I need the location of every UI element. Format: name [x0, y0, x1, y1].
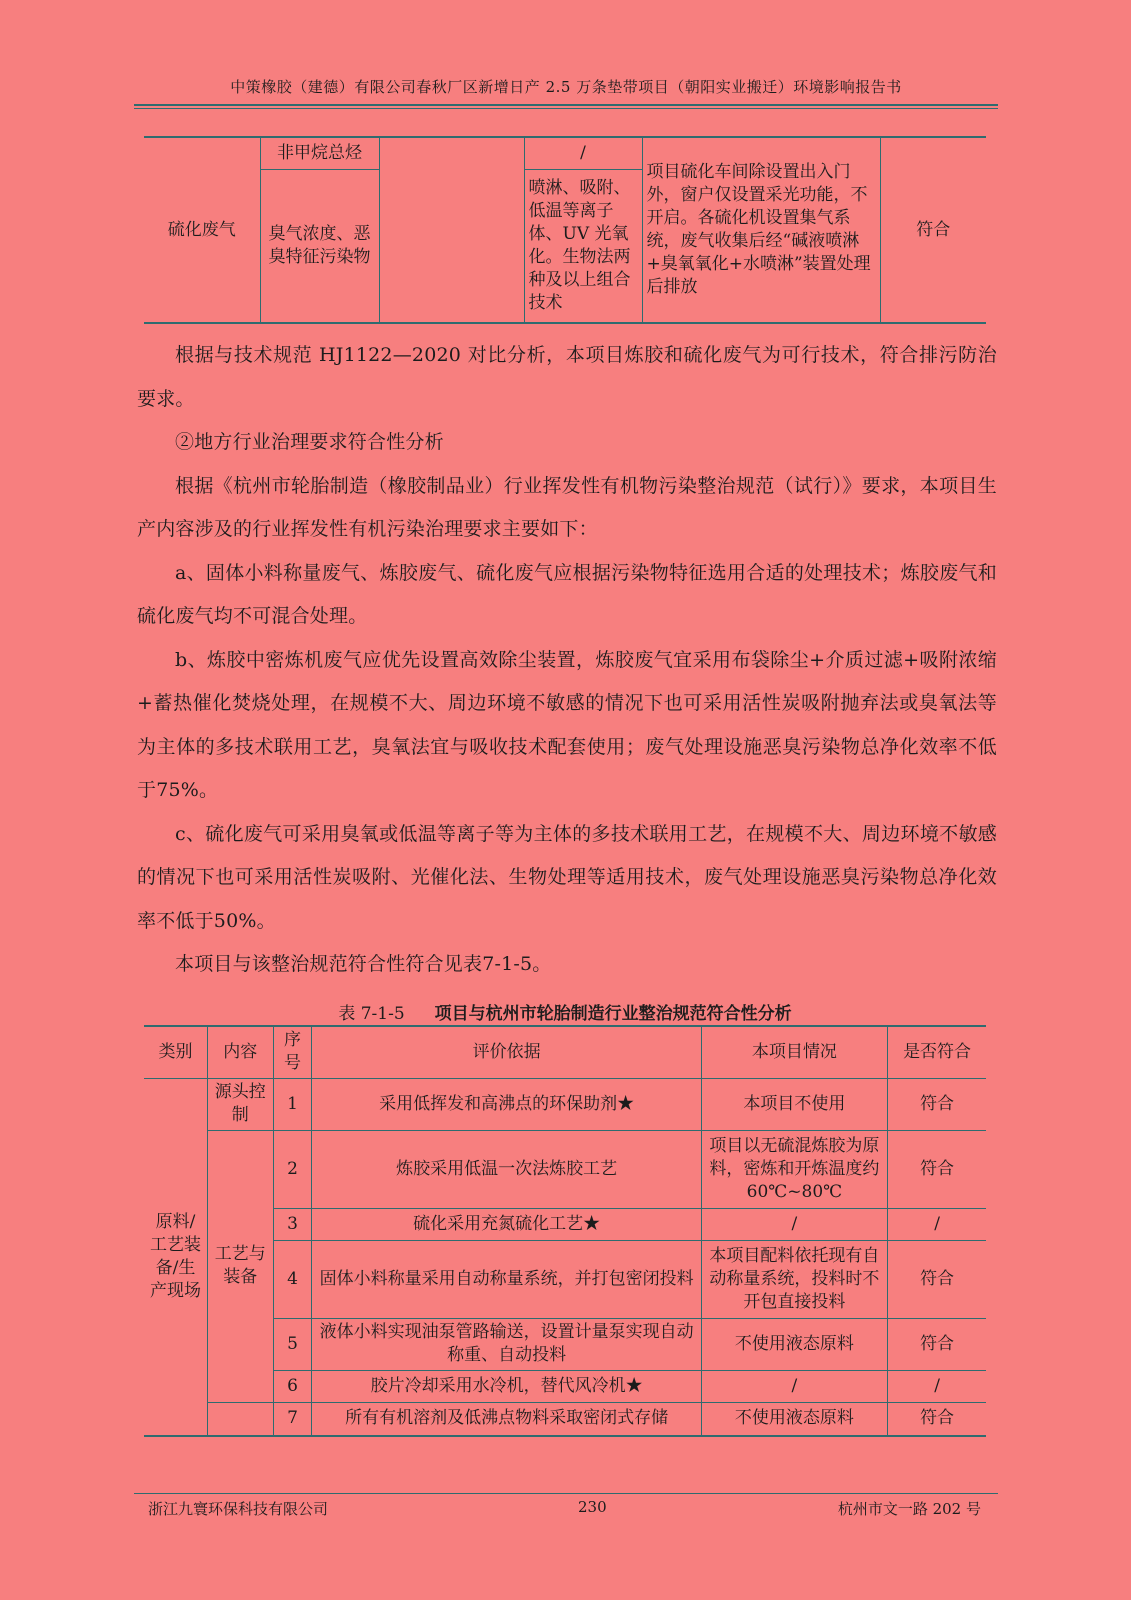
continuation-table	[144, 136, 986, 324]
header-compliance: 是否符合	[888, 1026, 986, 1078]
row-compliance: 符合	[888, 1130, 986, 1208]
row-basis: 液体小料实现油泵管路输送，设置计量泵实现自动称重、自动投料	[312, 1318, 701, 1370]
table-row	[144, 1402, 986, 1436]
header-status: 本项目情况	[701, 1026, 887, 1078]
row-no: 4	[273, 1240, 312, 1318]
header-content: 内容	[208, 1026, 274, 1078]
row-status: 不使用液态原料	[701, 1318, 887, 1370]
footer-rule	[134, 1493, 998, 1494]
row-basis: 硫化采用充氮硫化工艺★	[312, 1208, 701, 1240]
footer-address: 杭州市文一路 202 号	[837, 1500, 981, 1518]
footer-company: 浙江九寰环保科技有限公司	[148, 1500, 329, 1518]
table-number: 表 7-1-5	[338, 1004, 405, 1024]
row-status: 不使用液态原料	[701, 1402, 887, 1436]
row-compliance: 符合	[888, 1402, 986, 1436]
pollutant-cell: 臭气浓度、恶臭特征污染物	[260, 169, 379, 323]
paragraph: 本项目与该整治规范符合性符合见表7-1-5。	[175, 953, 552, 975]
page-number: 230	[578, 1498, 607, 1516]
compliance-table	[144, 1025, 986, 1437]
row-no: 1	[273, 1078, 312, 1130]
table-title: 项目与杭州市轮胎制造行业整治规范符合性分析	[434, 1004, 792, 1024]
group-cell: 源头控制	[208, 1078, 274, 1130]
group-cell	[208, 1402, 274, 1436]
row-no: 5	[273, 1318, 312, 1370]
paragraph: b、炼胶中密炼机废气应优先设置高效除尘装置，炼胶废气宜采用布袋除尘+介质过滤+吸附浓缩+蓄热催化焚烧处理，在规模不大、周边环境不敏感的情况下也可采用活性炭吸附抛弃法或臭氧法等为主体的多技术联用工艺，臭氧法宜与吸收技术配套使用；废气处理设施恶臭污染物总净化效率不低于75%。	[137, 648, 997, 801]
row-compliance: /	[888, 1208, 986, 1240]
row-basis: 固体小料称量采用自动称量系统，并打包密闭投料	[312, 1240, 701, 1318]
row-no: 6	[273, 1370, 312, 1402]
body-text	[137, 334, 997, 987]
row-status: 本项目配料依托现有自动称量系统，投料时不开包直接投料	[701, 1240, 887, 1318]
row-basis: 采用低挥发和高沸点的环保助剂★	[312, 1078, 701, 1130]
project-status-cell: 项目硫化车间除设置出入门外，窗户仅设置采光功能，不开启。各硫化机设置集气系统，废气收集后经“碱液喷淋+臭氧氧化+水喷淋”装置处理后排放	[642, 137, 880, 323]
paragraph: a、固体小料称量废气、炼胶废气、硫化废气应根据污染物特征选用合适的处理技术；炼胶废气和硫化废气均不可混合处理。	[137, 561, 997, 627]
table-row	[144, 1130, 986, 1208]
table-caption	[144, 999, 986, 1024]
row-basis: 所有有机溶剂及低沸点物料采取密闭式存储	[312, 1402, 701, 1436]
row-status: 本项目不使用	[701, 1078, 887, 1130]
section-heading: ②地方行业治理要求符合性分析	[175, 431, 444, 453]
header-no: 序号	[273, 1026, 312, 1078]
header-rule	[134, 104, 998, 106]
row-status: /	[701, 1208, 887, 1240]
header-basis: 评价依据	[312, 1026, 701, 1078]
row-basis: 胶片冷却采用水冷机，替代风冷机★	[312, 1370, 701, 1402]
page-header: 中策橡胶（建德）有限公司春秋厂区新增日产 2.5 万条垫带项目（朝阳实业搬迁）环境影响报告书	[230, 78, 902, 96]
row-label: 硫化废气	[144, 137, 260, 323]
row-status: 项目以无硫混炼胶为原料，密炼和开炼温度约 60℃~80℃	[701, 1130, 887, 1208]
header-rule-thin	[134, 108, 998, 109]
row-no: 2	[273, 1130, 312, 1208]
group-cell: 工艺与装备	[208, 1130, 274, 1402]
category-cell: 原料/工艺装备/生产现场	[144, 1078, 208, 1436]
row-no: 3	[273, 1208, 312, 1240]
empty-cell	[379, 137, 524, 323]
technique-cell: /	[524, 137, 642, 169]
row-no: 7	[273, 1402, 312, 1436]
compliance-cell: 符合	[880, 137, 986, 323]
row-status: /	[701, 1370, 887, 1402]
paragraph: 根据与技术规范 HJ1122—2020 对比分析，本项目炼胶和硫化废气为可行技术，符合排污防治要求。	[137, 344, 997, 410]
header-category: 类别	[144, 1026, 208, 1078]
table-row	[144, 1078, 986, 1130]
paragraph: 根据《杭州市轮胎制造（橡胶制品业）行业挥发性有机物污染整治规范（试行）》要求，本项目生产内容涉及的行业挥发性有机污染治理要求主要如下：	[137, 474, 997, 540]
row-compliance: /	[888, 1370, 986, 1402]
row-compliance: 符合	[888, 1078, 986, 1130]
row-compliance: 符合	[888, 1318, 986, 1370]
pollutant-cell: 非甲烷总烃	[260, 137, 379, 169]
technique-cell: 喷淋、吸附、低温等离子体、UV 光氧化。生物法两种及以上组合技术	[524, 169, 642, 323]
row-basis: 炼胶采用低温一次法炼胶工艺	[312, 1130, 701, 1208]
paragraph: c、硫化废气可采用臭氧或低温等离子等为主体的多技术联用工艺，在规模不大、周边环境不敏感的情况下也可采用活性炭吸附、光催化法、生物处理等适用技术，废气处理设施恶臭污染物总净化效率不低于50%。	[137, 822, 997, 932]
row-compliance: 符合	[888, 1240, 986, 1318]
